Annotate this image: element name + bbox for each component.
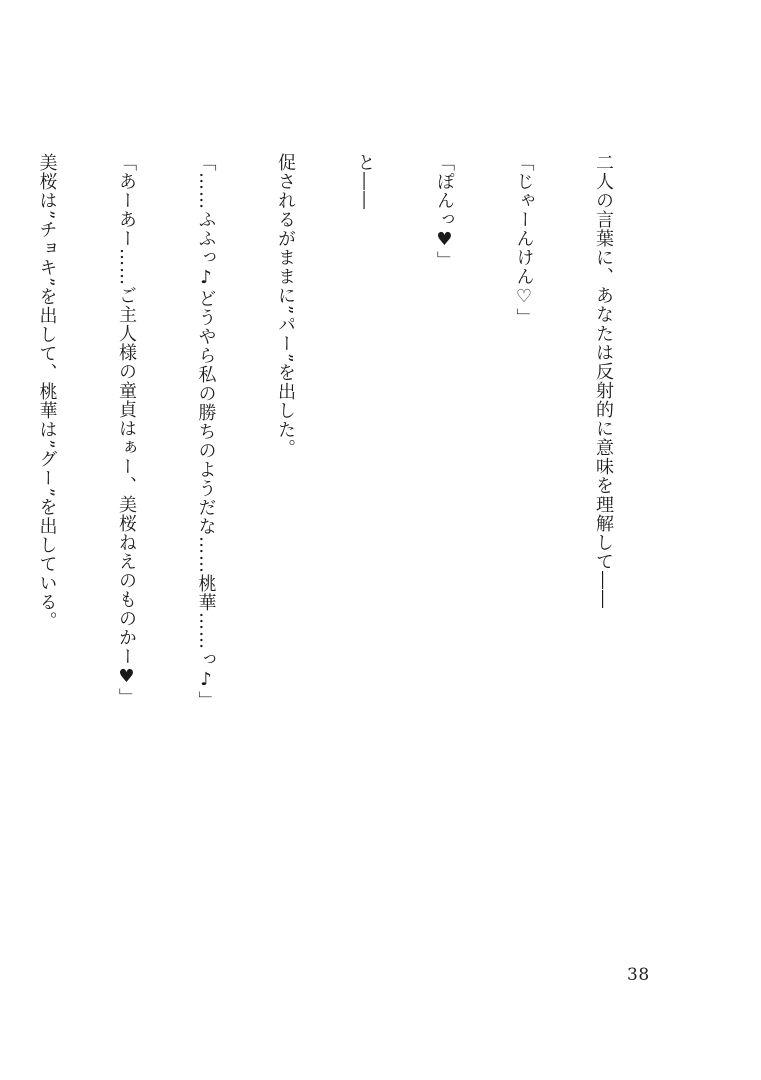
text-line: 「……ふふっ♪どうやら私の勝ちのようだな……桃華……っ♪」	[195, 153, 217, 710]
text-line: 二人の言葉に、あなたは反射的に意味を理解して――	[593, 153, 614, 609]
text-line: 「ぽんっ♥」	[434, 153, 455, 270]
text-line: 「あーあー……ご主人様の童貞はぁー、美桜ねえのものかー♥」	[116, 153, 137, 707]
text-line: 美桜は”チョキ”を出して、桃華は”グー”を出している。	[36, 153, 58, 631]
text-line: 促されるがままに”パー”を出した。	[275, 153, 296, 459]
text-line: と――	[354, 153, 376, 210]
vertical-text-body	[0, 153, 669, 933]
text-line: 「じゃーんけん♡」	[513, 153, 535, 327]
page-number: 38	[627, 965, 650, 985]
